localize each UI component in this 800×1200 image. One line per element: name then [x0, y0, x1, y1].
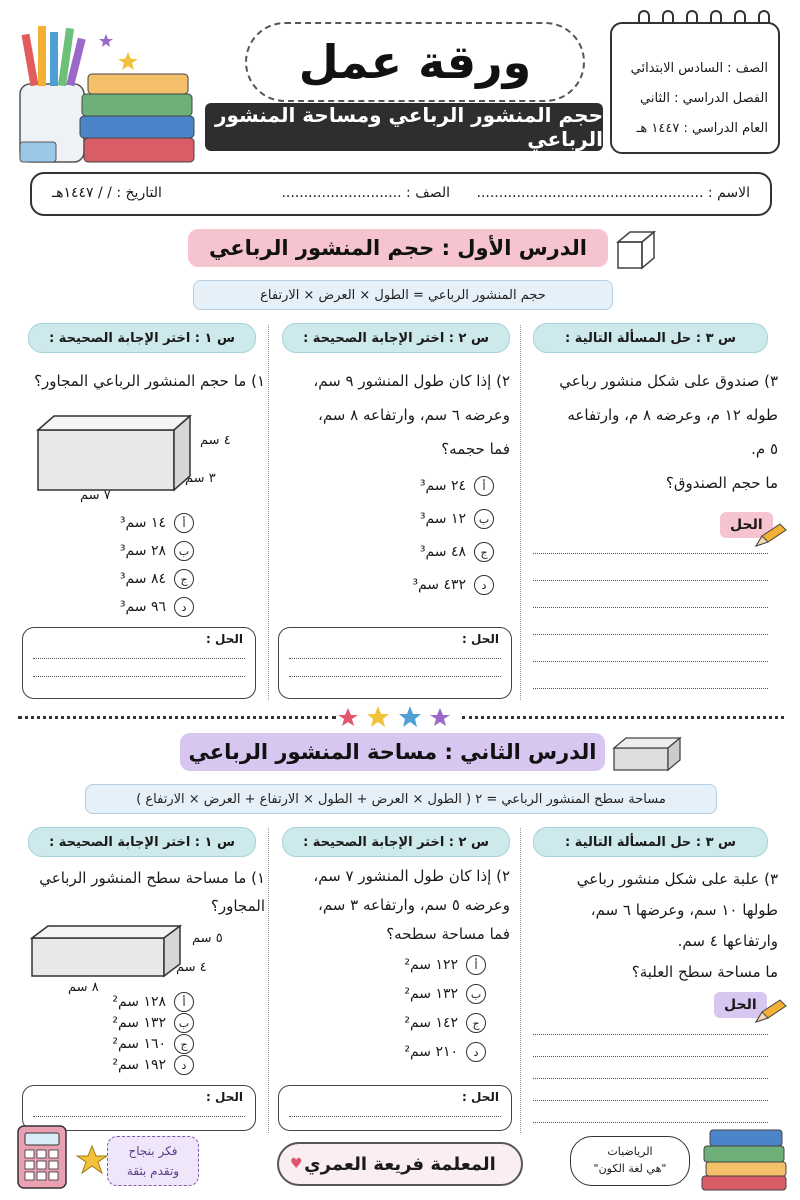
l2-q2-option-b[interactable]	[404, 984, 486, 1004]
l2-q2-line: ٢) إذا كان طول المنشور ٧ سم،	[313, 867, 510, 885]
answer-line[interactable]	[533, 661, 768, 662]
cube-icon	[612, 228, 662, 274]
answer-line[interactable]	[533, 553, 768, 554]
l1-q2-option-d[interactable]	[412, 575, 494, 595]
worksheet-title: ورقة عمل	[298, 35, 532, 89]
option-letter: ج	[174, 1034, 194, 1054]
option-letter: أ	[466, 955, 486, 975]
solution-label: الحل :	[462, 632, 499, 646]
option-value: ١٣٢ سم²	[112, 1015, 166, 1031]
heart-icon: ♥	[290, 1156, 303, 1172]
l2-q3-line: ٣) علبة على شكل منشور رباعي	[576, 870, 778, 888]
answer-line[interactable]	[533, 1122, 768, 1123]
l2-q3-line: طولها ١٠ سم، وعرضها ٦ سم،	[590, 901, 778, 919]
math-quote-bubble	[570, 1136, 690, 1186]
worksheet-subtitle: حجم المنشور الرباعي ومساحة المنشور الرباعي	[205, 103, 603, 151]
answer-line	[33, 676, 245, 677]
prism-length-label: ٧ سم	[80, 488, 111, 503]
l1-q3-line: طوله ١٢ م، وعرضه ٨ م، وارتفاعه	[567, 406, 778, 424]
l2-q3-solution-tag: الحل	[714, 992, 767, 1018]
option-value: ١٦٠ سم²	[112, 1036, 166, 1052]
l1-q3-heading: س ٣ : حل المسألة التالية :	[533, 323, 768, 353]
option-letter: د	[174, 597, 194, 617]
option-value: ٢٨ سم³	[119, 543, 166, 559]
pencil-icon	[752, 522, 788, 550]
l1-q2-option-a[interactable]	[420, 476, 494, 496]
motto-box	[107, 1136, 199, 1186]
column-divider	[520, 828, 521, 1133]
section-divider-right	[462, 716, 784, 719]
star-icon	[76, 1144, 108, 1176]
option-value: ٤٣٢ سم³	[412, 577, 466, 593]
option-letter: أ	[474, 476, 494, 496]
student-info-row	[30, 172, 772, 216]
l2-q2-solution-box[interactable]	[278, 1085, 512, 1131]
prism-width-label: ٤ سم	[176, 960, 207, 975]
l2-q1-option-d[interactable]	[112, 1055, 194, 1075]
student-name-field[interactable]: الاسم : ...................................................	[476, 185, 750, 201]
column-divider	[520, 325, 521, 700]
flat-prism-figure	[28, 922, 184, 980]
answer-line	[289, 1116, 501, 1117]
option-value: ١٤ سم³	[119, 515, 166, 531]
teacher-name: المعلمة فريعة العمري	[277, 1142, 523, 1186]
option-letter: ب	[174, 1013, 194, 1033]
l2-q3-line: وارتفاعها ٤ سم.	[677, 932, 778, 950]
l2-q1-option-b[interactable]	[112, 1013, 194, 1033]
l2-q3-text	[533, 864, 778, 988]
pencils-and-books-illustration	[8, 14, 208, 169]
option-letter: د	[466, 1042, 486, 1062]
l1-q2-line: فما حجمه؟	[441, 440, 510, 458]
option-value: ١٣٢ سم²	[404, 986, 458, 1002]
option-value: ٤٨ سم³	[419, 544, 466, 560]
option-letter: أ	[174, 992, 194, 1012]
option-value: ٢٤ سم³	[419, 478, 466, 494]
l1-q2-solution-box[interactable]	[278, 627, 512, 699]
option-letter: د	[174, 1055, 194, 1075]
l1-q2-text	[280, 364, 510, 466]
prism-height-label: ٥ سم	[192, 931, 223, 946]
option-letter: ب	[466, 984, 486, 1004]
l2-q3-line: ما مساحة سطح العلبة؟	[631, 963, 778, 981]
solution-label: الحل :	[206, 632, 243, 646]
year-info: العام الدراسي : ١٤٤٧ هـ	[636, 121, 768, 136]
l1-q3-line: ٣) صندوق على شكل منشور رباعي	[559, 372, 778, 390]
l2-q2-line: فما مساحة سطحه؟	[386, 925, 510, 943]
prism-length-label: ٨ سم	[68, 980, 99, 995]
l2-q2-heading: س ٢ : اختر الإجابة الصحيحة :	[282, 827, 510, 857]
lesson2-title: الدرس الثاني : مساحة المنشور الرباعي	[180, 733, 605, 771]
l2-q1-line: ١) ما مساحة سطح المنشور الرباعي	[39, 869, 265, 887]
option-value: ١٩٢ سم²	[112, 1057, 166, 1073]
option-value: ٢١٠ سم²	[404, 1044, 458, 1060]
l1-q3-line: ٥ م.	[751, 440, 778, 458]
l1-q1-option-b[interactable]	[120, 541, 194, 561]
option-letter: ب	[174, 541, 194, 561]
option-value: ٩٦ سم³	[119, 599, 166, 615]
l1-q1-option-d[interactable]	[120, 597, 194, 617]
worksheet-title-box	[245, 22, 585, 102]
l2-q1-heading: س ١ : اختر الإجابة الصحيحة :	[28, 827, 256, 857]
answer-line[interactable]	[533, 1034, 768, 1035]
lesson2-formula: مساحة سطح المنشور الرباعي = ٢ ( الطول × العرض + الطول × الارتفاع + العرض × الارتفاع )	[85, 784, 717, 814]
answer-line[interactable]	[533, 688, 768, 689]
option-letter: ج	[466, 1013, 486, 1033]
section-divider-left	[18, 716, 336, 719]
answer-line[interactable]	[533, 580, 768, 581]
l2-q2-line: وعرضه ٥ سم، وارتفاعه ٣ سم،	[317, 896, 510, 914]
rectangular-prism-figure	[34, 412, 194, 494]
l1-q3-text	[533, 364, 778, 500]
class-info-card	[610, 22, 780, 154]
l1-q1-option-a[interactable]	[120, 513, 194, 533]
option-value: ٨٤ سم³	[119, 571, 166, 587]
motto-line: وتقدم بثقة	[126, 1164, 180, 1178]
option-value: ١٢٨ سم²	[112, 994, 166, 1010]
l1-q2-option-b[interactable]	[420, 509, 494, 529]
pencil-icon	[752, 998, 788, 1026]
answer-line[interactable]	[533, 634, 768, 635]
answer-line[interactable]	[533, 1078, 768, 1079]
l2-q1-line: المجاور؟	[210, 897, 265, 915]
option-letter: ج	[174, 569, 194, 589]
option-letter: د	[474, 575, 494, 595]
l2-q2-option-c[interactable]	[404, 1013, 486, 1033]
option-letter: ب	[474, 509, 494, 529]
l2-q1-option-c[interactable]	[112, 1034, 194, 1054]
term-info: الفصل الدراسي : الثاني	[640, 91, 768, 106]
l1-q1-heading: س ١ : اختر الإجابة الصحيحة :	[28, 323, 256, 353]
l2-q3-heading: س ٣ : حل المسألة التالية :	[533, 827, 768, 857]
prism-width-label: ٣ سم	[185, 471, 216, 486]
date-field[interactable]: التاريخ : / / ١٤٤٧هـ	[52, 185, 162, 201]
student-class-field[interactable]: الصف : ...........................	[281, 185, 450, 201]
answer-line	[33, 658, 245, 659]
solution-label: الحل :	[206, 1090, 243, 1104]
grade-info: الصف : السادس الابتدائي	[630, 61, 768, 76]
column-divider	[268, 828, 269, 1133]
l1-q3-solution-tag: الحل	[720, 512, 773, 538]
l1-q2-line: وعرضه ٦ سم، وارتفاعه ٨ سم،	[317, 406, 510, 424]
l1-q2-option-c[interactable]	[420, 542, 494, 562]
l1-q1-text: ١) ما حجم المنشور الرباعي المجاور؟	[34, 372, 265, 390]
option-letter: ج	[474, 542, 494, 562]
stars-decoration	[338, 704, 462, 728]
answer-line[interactable]	[533, 1056, 768, 1057]
math-quote-line: الرياضيات	[607, 1145, 653, 1158]
l2-q1-text	[25, 864, 265, 920]
option-value: ١٢٢ سم²	[404, 957, 458, 973]
column-divider	[268, 325, 269, 700]
l2-q2-option-a[interactable]	[404, 955, 486, 975]
answer-line[interactable]	[533, 1100, 768, 1101]
answer-line	[33, 1116, 245, 1117]
math-quote-line: "هي لغة الكون"	[593, 1162, 667, 1175]
l1-q2-heading: س ٢ : اختر الإجابة الصحيحة :	[282, 323, 510, 353]
option-value: ١٤٢ سم²	[404, 1015, 458, 1031]
solution-label: الحل :	[462, 1090, 499, 1104]
answer-line	[289, 658, 501, 659]
l2-q1-option-a[interactable]	[112, 992, 194, 1012]
calculator-icon	[16, 1124, 68, 1190]
l2-q2-option-d[interactable]	[404, 1042, 486, 1062]
answer-line[interactable]	[533, 607, 768, 608]
l1-q2-line: ٢) إذا كان طول المنشور ٩ سم،	[313, 372, 510, 390]
lesson1-title: الدرس الأول : حجم المنشور الرباعي	[188, 229, 608, 267]
l1-q3-line: ما حجم الصندوق؟	[665, 474, 778, 492]
motto-line: فكر بنجاح	[128, 1144, 178, 1158]
answer-line	[289, 676, 501, 677]
l2-q2-text	[280, 862, 510, 949]
l1-q1-solution-box[interactable]	[22, 627, 256, 699]
l1-q1-option-c[interactable]	[120, 569, 194, 589]
option-letter: أ	[174, 513, 194, 533]
prism-height-label: ٤ سم	[200, 433, 231, 448]
lesson1-formula: حجم المنشور الرباعي = الطول × العرض × الارتفاع	[193, 280, 613, 310]
option-value: ١٢ سم³	[419, 511, 466, 527]
books-stack-illustration	[700, 1126, 790, 1192]
rectangular-prism-icon	[610, 734, 684, 774]
